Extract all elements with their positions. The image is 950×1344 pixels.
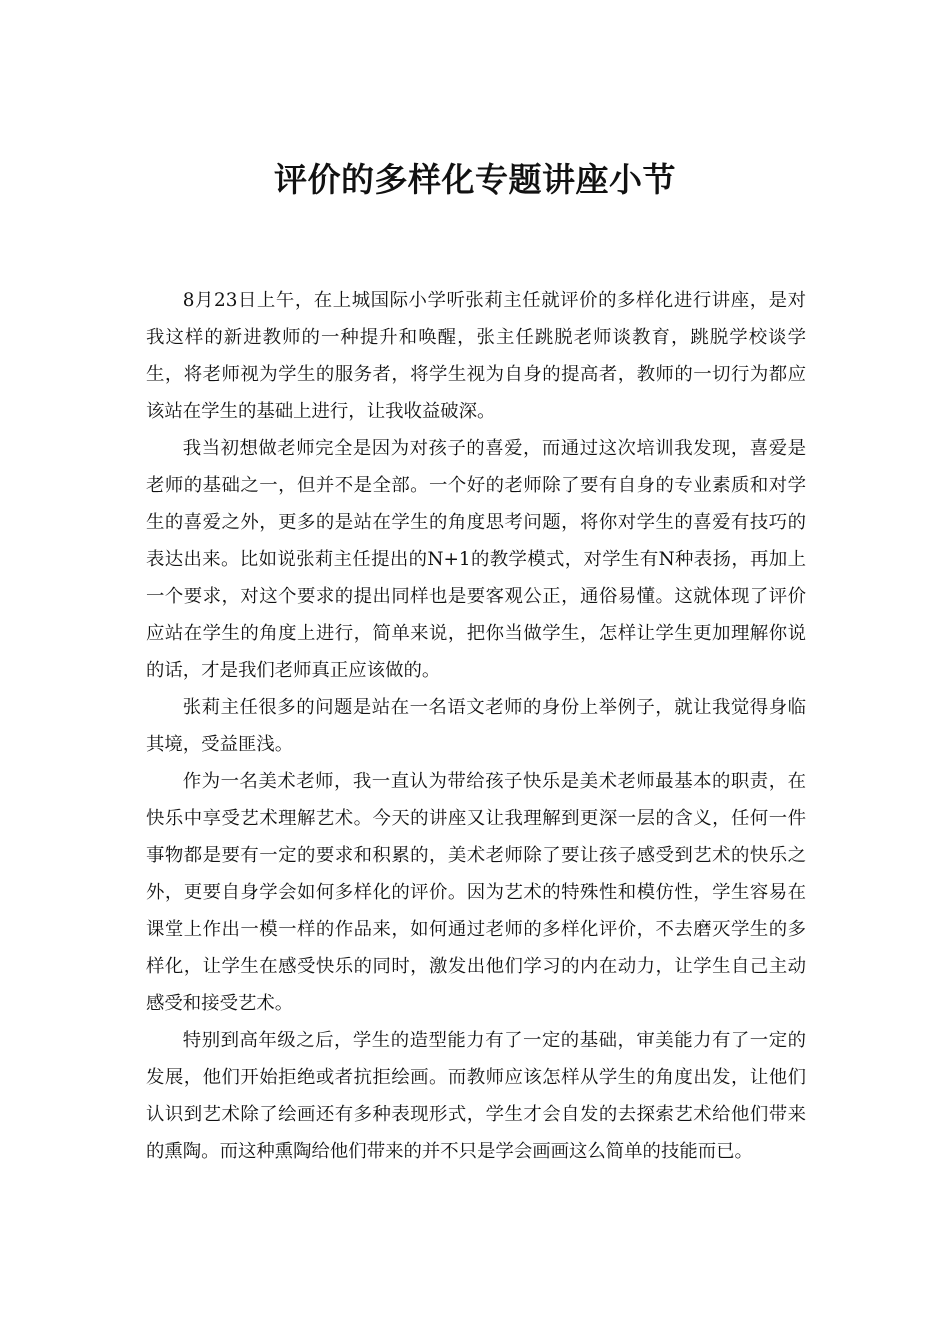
paragraph: 我当初想做老师完全是因为对孩子的喜爱，而通过这次培训我发现，喜爱是老师的基础之一，但并不是全部。一个好的老师除了要有自身的专业素质和对学生的喜爱之外，更多的是站在学生的角度思考问题，将你对学生的喜爱有技巧的表达出来。比如说张莉主任提出的N+1的教学模式，对学生有N种表扬，再加上一个要求，对这个要求的提出同样也是要客观公正，通俗易懂。这就体现了评价应站在学生的角度上进行，简单来说，把你当做学生，怎样让学生更加理解你说的话，才是我们老师真正应该做的。 [146, 438, 806, 681]
paragraph: 特别到高年级之后，学生的造型能力有了一定的基础，审美能力有了一定的发展，他们开始拒绝或者抗拒绘画。而教师应该怎样从学生的角度出发，让他们认识到艺术除了绘画还有多种表现形式，学生才会自发的去探索艺术给他们带来的熏陶。而这种熏陶给他们带来的并不只是学会画画这么简单的技能而已。 [146, 1030, 806, 1162]
document-title: 评价的多样化专题讲座小节 [274, 160, 676, 199]
document-body [146, 282, 806, 1170]
paragraph: 作为一名美术老师，我一直认为带给孩子快乐是美术老师最基本的职责，在快乐中享受艺术理解艺术。今天的讲座又让我理解到更深一层的含义，任何一件事物都是要有一定的要求和积累的，美术老师除了要让孩子感受到艺术的快乐之外，更要自身学会如何多样化的评价。因为艺术的特殊性和模仿性，学生容易在课堂上作出一模一样的作品来，如何通过老师的多样化评价，不去磨灭学生的多样化，让学生在感受快乐的同时，激发出他们学习的内在动力，让学生自己主动感受和接受艺术。 [146, 771, 806, 1014]
paragraph: 张莉主任很多的问题是站在一名语文老师的身份上举例子，就让我觉得身临其境，受益匪浅。 [146, 697, 806, 755]
paragraph: 8月23日上午，在上城国际小学听张莉主任就评价的多样化进行讲座，是对我这样的新进教师的一种提升和唤醒，张主任跳脱老师谈教育，跳脱学校谈学生，将老师视为学生的服务者，将学生视为自身的提高者，教师的一切行为都应该站在学生的基础上进行，让我收益破深。 [146, 290, 806, 422]
